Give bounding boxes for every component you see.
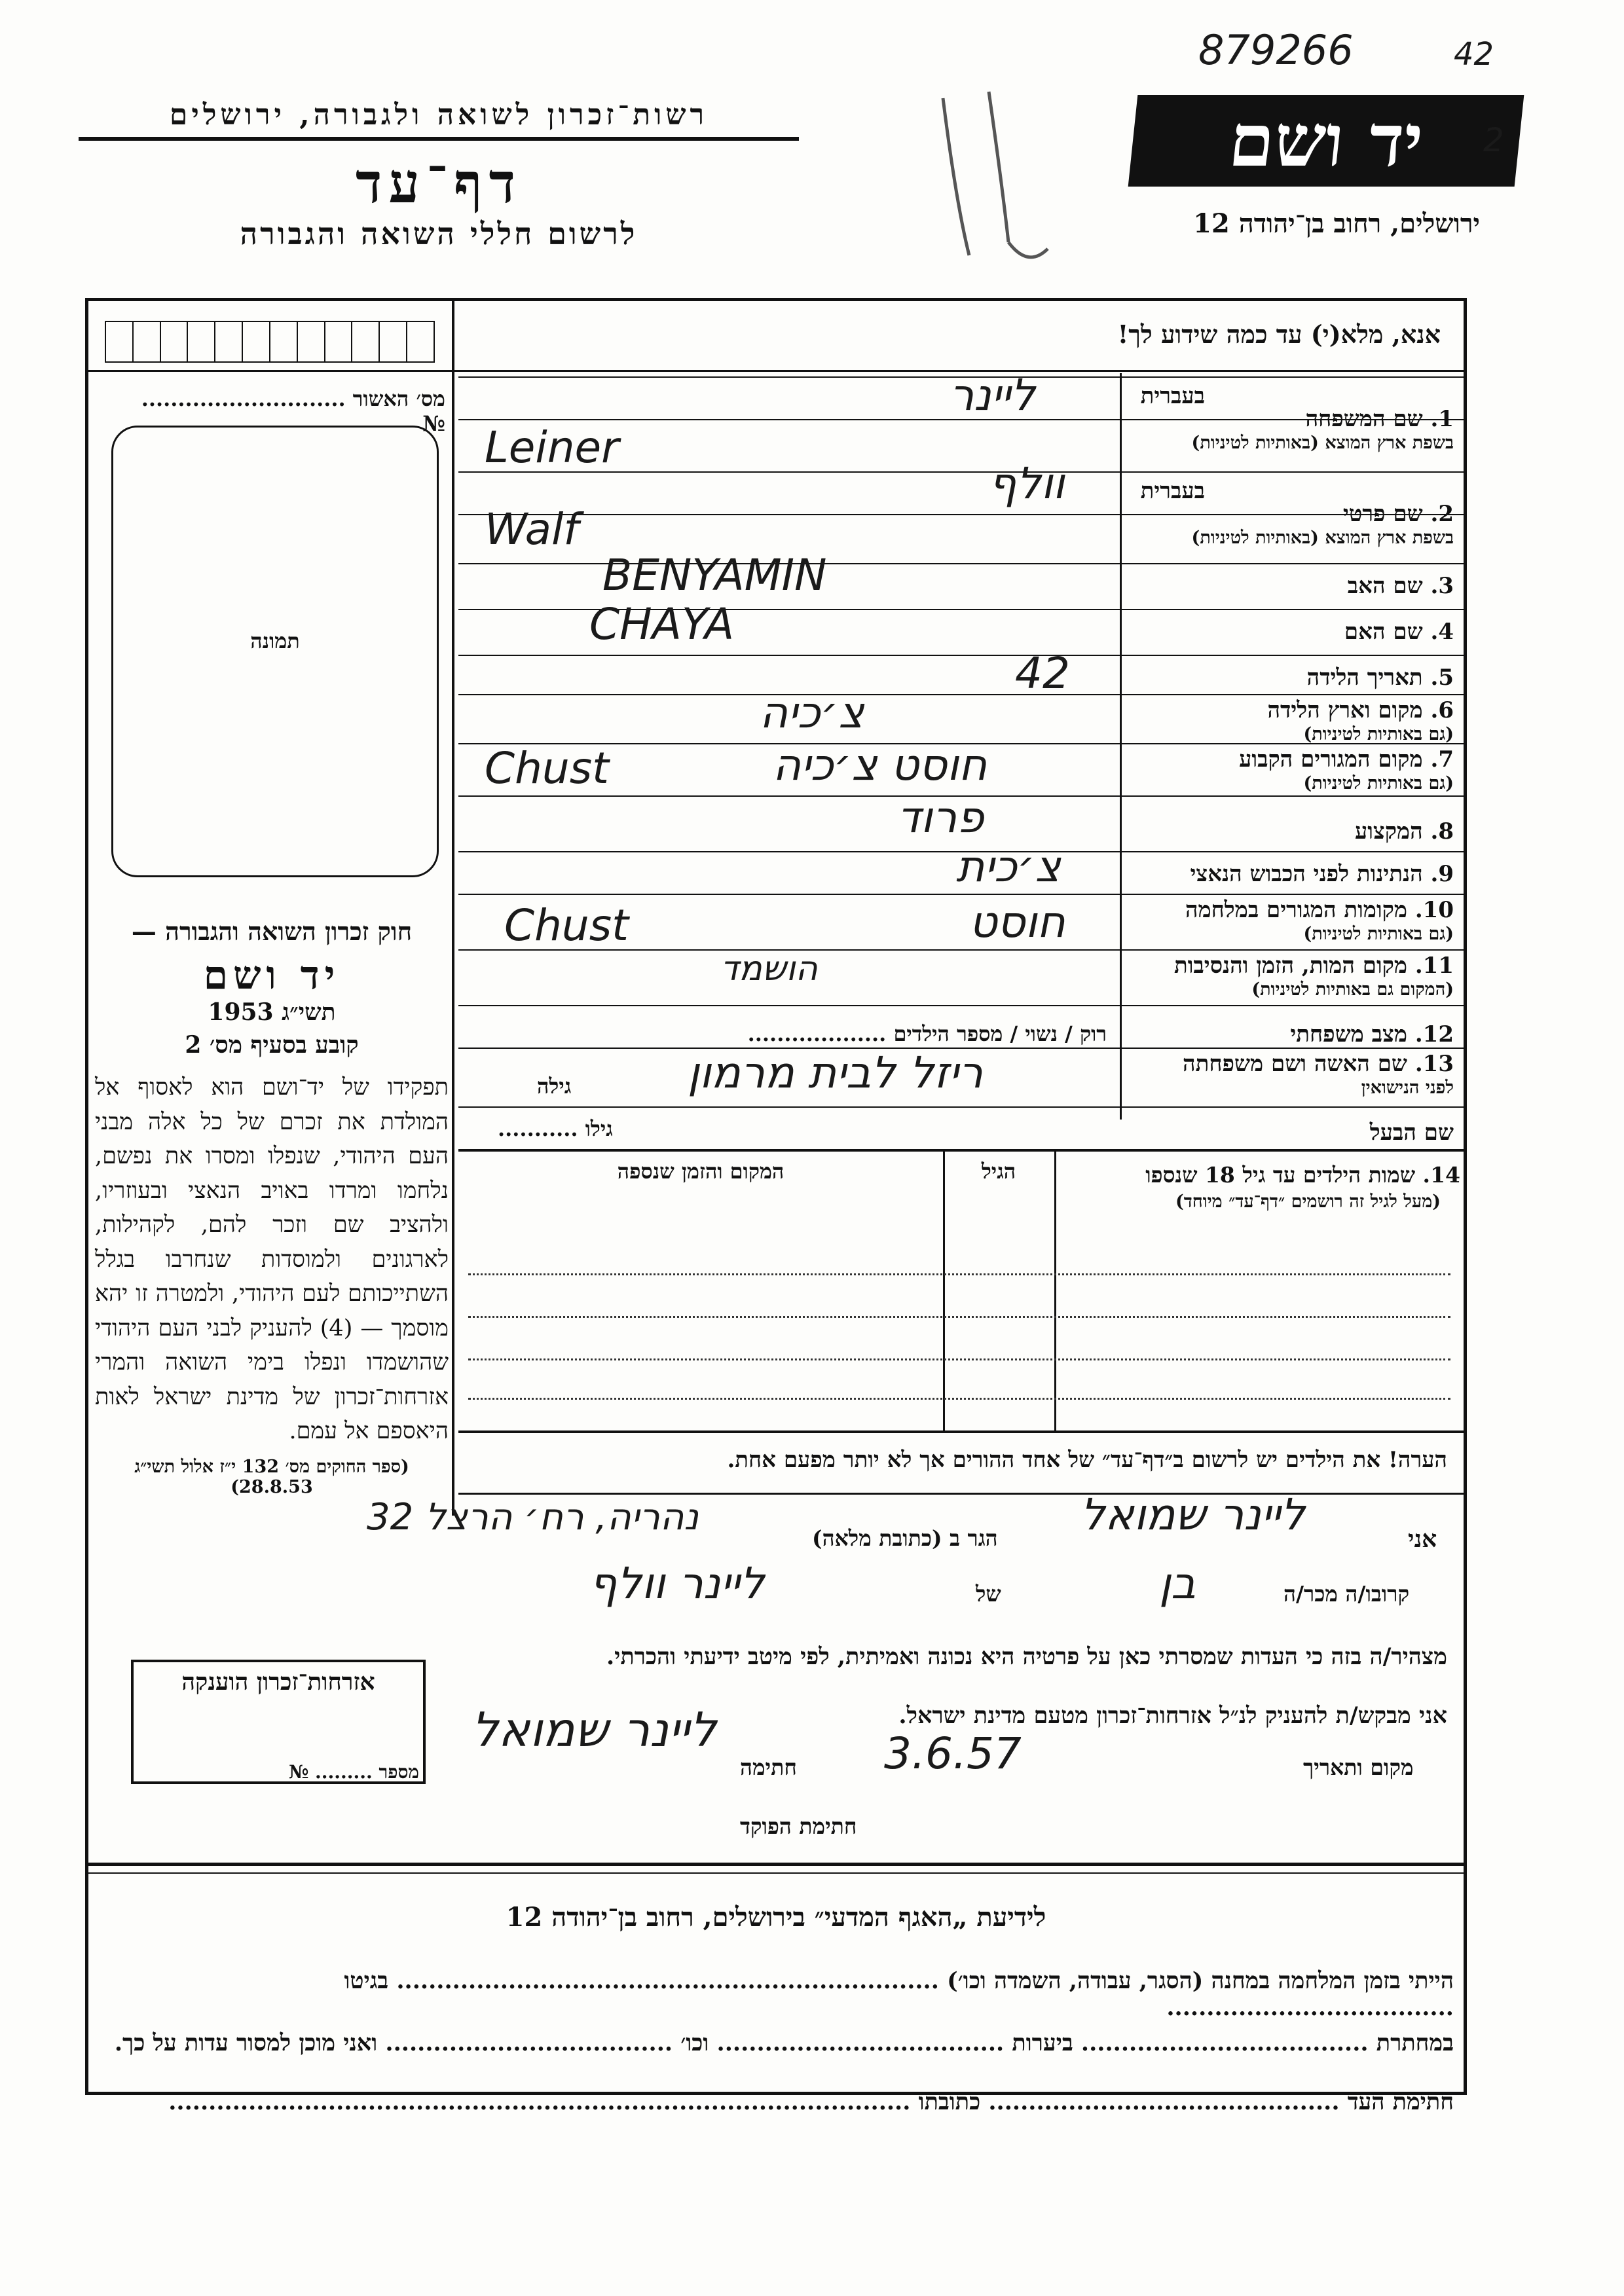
field-sublabel: (המקום גם באותיות לטיניות) <box>1251 979 1454 1000</box>
side-number: 2 <box>1483 121 1504 159</box>
table-row <box>468 1358 1450 1360</box>
witness-signature-line: חתימת העד ............................................ כתובתו ............................................................................................. <box>168 2088 1454 2115</box>
i-label: אני <box>1408 1525 1437 1553</box>
law-section: קובע בסעיף מס׳ 2 <box>185 1031 359 1059</box>
truth-statement: מצהיר/ה בזה כי העדות שמסרתי כאן על פרטיה היא נכונה ואמיתית, לפי מיטב ידיעתי והכרתי. <box>606 1643 1447 1670</box>
wife-age-label: גילה <box>537 1074 572 1099</box>
honorary-title: אזרחות־זכרון הוענקה <box>181 1668 375 1696</box>
address: ירושלים, רחוב בן־יהודה 12 <box>1193 208 1480 239</box>
field-sublabel: (גם באותיות לטיניות) <box>1303 723 1454 744</box>
law-paragraph: תפקידו של יד־ושם הוא לאסוף אל המולדת את זכרם של כל אלה מבני העם היהודי, שנפלו ומסרו את נפשם, נלחמו ומרדו באויב הנאצי ובעוזריו, ולהציב שם וזכר להם, לקהילות, לארגונים ולמוסדות שנחרבו בגלל השתייכותם לעם היהודי, ולמטרה זו יהא מוסמך — <box>95 1074 449 1341</box>
birth-date: 42 <box>1015 648 1070 699</box>
husband-age-label: גילו ........... <box>498 1116 613 1141</box>
divider <box>458 471 1467 473</box>
field-father-name: 3. שם האב <box>1347 573 1454 599</box>
divider <box>458 694 1467 695</box>
declarant-address: נהריה, רח׳ הרצל 32 <box>367 1496 699 1539</box>
divider <box>458 655 1467 656</box>
relation: בן <box>1159 1558 1196 1609</box>
photo-label: תמונה <box>250 629 300 653</box>
marital-options: רוק / נשוי / מספר הילדים ................... <box>747 1021 1107 1046</box>
field-birth-date: 5. תאריך הלידה <box>1306 665 1454 691</box>
divider <box>458 894 1467 895</box>
law-reference: (ספר החוקים מס׳ 132 י״ז אלול תשי״ג 28.8.53) <box>134 1457 409 1497</box>
signature: ליינר שמואל <box>471 1702 717 1757</box>
wife-name: ריזל לבית מרמון <box>688 1048 984 1098</box>
form-title: דף־עד <box>355 151 522 215</box>
field-label: 13. שם האשה ושם משפחתה <box>1183 1051 1454 1077</box>
divider <box>458 514 1467 515</box>
lang-label: בעברית <box>1140 383 1205 409</box>
residence-latin: Chust <box>485 743 610 793</box>
divider <box>458 419 1467 420</box>
approval-number: מס׳ האשור ............................ № <box>141 386 445 436</box>
divider <box>943 1149 945 1430</box>
profession: פרוד <box>897 792 984 843</box>
col-place: המקום והזמן שנספה <box>617 1159 784 1184</box>
children-label: 14. שמות הילדים עד גיל 18 שנספו <box>1145 1162 1460 1188</box>
field-nationality: 9. הנתינות לפני הכבוש הנאצי <box>1190 861 1454 887</box>
science-dept-title: לידיעת „האגף המדעי״ בירושלים, רחוב בן־יהודה 12 <box>506 1902 1046 1933</box>
field-death <box>1126 953 1454 1000</box>
divider <box>85 1872 1467 1874</box>
children-sublabel: (מעל לגיל זה רושמים ״דף־עד״ מיוחד) <box>1175 1192 1441 1212</box>
divider <box>85 370 1467 372</box>
field-mother-name: 4. שם האם <box>1344 619 1454 645</box>
table-row <box>468 1398 1450 1400</box>
divider <box>458 1493 1467 1495</box>
divider <box>458 949 1467 951</box>
war-residence-latin: Chust <box>504 900 629 951</box>
field-residence <box>1126 746 1454 794</box>
law-name: יד ושם <box>203 953 341 998</box>
first-name-heb: וולף <box>989 458 1065 509</box>
divider <box>458 1149 1467 1152</box>
field-sublabel: בשפת ארץ המוצא (באותיות לטיניות) <box>1191 527 1454 548</box>
officer-label: חתימת הפוקד <box>740 1813 857 1839</box>
resides-label: הגר ב (כתובת מלאה) <box>812 1525 998 1551</box>
table-row <box>468 1273 1450 1275</box>
code-boxes <box>105 321 435 363</box>
field-label: 10. מקומות המגורים במלחמה <box>1185 897 1454 923</box>
honorary-number: מספר ......... № <box>288 1761 419 1783</box>
field-label: 7. מקום המגורים הקבוע <box>1239 746 1454 773</box>
divider <box>1120 373 1122 1120</box>
first-name-latin: Walf <box>485 504 579 555</box>
law-title: חוק זכרון השואה והגבורה — <box>131 917 413 946</box>
field-label: 6. מקום וארץ הלידה <box>1267 697 1454 723</box>
residence-heb: חוסט צ׳כיה <box>773 740 987 790</box>
field-first-name <box>1126 501 1454 549</box>
war-residence-heb: חוסט <box>969 897 1065 947</box>
instructions: אנא, מלא(י) עד כמה שידוע לך! <box>1117 319 1441 349</box>
death-circumstances: הושמד <box>720 949 818 989</box>
witness-underground-line: במחתרת .................................... ביערות .................................... וכו׳ .................................... ואני מוכן למסור עדות על כך. <box>114 2030 1454 2056</box>
pen-scribble-mark <box>930 85 1061 282</box>
divider <box>458 1005 1467 1006</box>
place-date-label: מקום ותאריך <box>1303 1755 1414 1780</box>
note: הערה! את הילדים יש לרשום ב״דף־עד״ של אחד ההורים אך לא יותר מפעם אחת. <box>727 1447 1447 1473</box>
birth-place: צ׳כיה <box>760 687 864 738</box>
form-subtitle: לרשום חללי השואה והגבורה <box>240 216 638 251</box>
field-war-residence <box>1126 897 1454 945</box>
family-name-latin: Leiner <box>485 422 619 473</box>
field-sublabel: לפני הנישואין <box>1361 1077 1454 1098</box>
field-marital-status: 12. מצב משפחתי <box>1290 1021 1454 1048</box>
corner-number: 42 <box>1454 36 1494 73</box>
field-label: 2. שם פרטי <box>1342 501 1454 527</box>
nationality: צ׳כית <box>956 841 1061 892</box>
field-wife-name <box>1126 1051 1454 1099</box>
of-label: של <box>976 1581 1001 1607</box>
divider <box>85 1863 1467 1866</box>
law-paragraph-2: (4) להעניק לבני העם היהודי שהושמדו ונפלו בימי השואה והמרי אזרחות־זכרון של מדינת ישראל לאות היאספם אל עמם. <box>95 1315 449 1444</box>
place-date: 3.6.57 <box>884 1728 1022 1779</box>
divider <box>458 1106 1467 1108</box>
signature-label: חתימה <box>740 1755 797 1780</box>
authority-heading: רשות־זכרון לשואה ולגבורה, ירושלים <box>79 98 799 141</box>
witness-camp-line: הייתי בזמן המלחמה במחנה (הסגר, עבודה, השמדה וכו׳) .................................................................... בגיטו .................................... <box>344 1967 1454 2021</box>
law-text <box>95 1070 449 1449</box>
victim-name-ref: ליינר וולף <box>589 1558 765 1609</box>
father-name: BENYAMIN <box>602 550 827 600</box>
declarant-name: ליינר שמואל <box>1080 1489 1305 1540</box>
field-label: 1. שם המשפחה <box>1305 406 1454 432</box>
field-sublabel: (גם באותיות לטיניות) <box>1303 923 1454 944</box>
archive-number: 879266 <box>1198 26 1354 74</box>
field-sublabel: (גם באותיות לטיניות) <box>1303 773 1454 793</box>
field-profession: 8. המקצוע <box>1354 818 1454 845</box>
table-row <box>468 1316 1450 1318</box>
lang-label: בעברית <box>1140 478 1205 504</box>
field-husband-name: שם הבעל <box>1369 1120 1454 1146</box>
divider <box>452 298 454 1516</box>
field-family-name <box>1126 406 1454 454</box>
field-birth-place <box>1126 697 1454 745</box>
divider <box>458 1430 1467 1433</box>
divider <box>1054 1149 1056 1430</box>
mother-name: CHAYA <box>589 599 735 649</box>
field-label: 11. מקום המות, הזמן והנסיבות <box>1173 953 1454 979</box>
family-name-heb: ליינר <box>950 370 1035 420</box>
law-year: תשי״ג 1953 <box>208 998 336 1026</box>
request-statement: אני מבקש/ת להעניק לנ״ל אזרחות־זכרון מטעם מדינת ישראל. <box>898 1702 1447 1729</box>
field-sublabel: בשפת ארץ המוצא (באותיות לטיניות) <box>1191 432 1454 453</box>
yad-vashem-logo: יד ושם <box>1128 95 1524 187</box>
relative-label: קרובו/ה מכר/ה <box>1283 1581 1410 1607</box>
col-age: הגיל <box>981 1159 1016 1184</box>
